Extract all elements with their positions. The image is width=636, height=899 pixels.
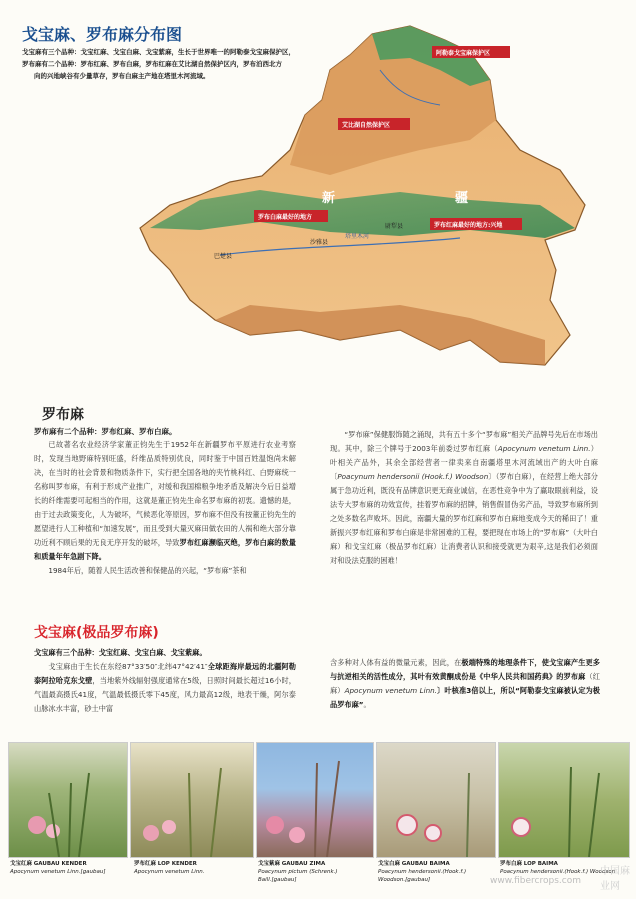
flower-icon [257,743,373,857]
watermark-site: www.fibercrops.com [490,876,581,886]
ebinur-reserve-text: 艾比湖自然保护区 [342,122,391,129]
flower-icon [9,743,127,857]
watermark-cn: 中国麻业网 [600,866,630,892]
luobu-red-label [430,218,522,230]
caption-2-latin: Apocynum venetum Linn. [134,869,205,875]
gebaoma-column-right [330,656,600,712]
luobuma-paragraph-1-bold: 罗布红麻濒临灭绝，罗布白麻的数量和质量年年急剧下降。 [34,538,296,561]
gebaoma-title: 戈宝麻(极品罗布麻) [34,625,159,641]
luobuma-paragraph-3b: ）叶相关产品外，其余全部经营者一律卖来自南疆塔里木河流域出产的大叶白麻〔 [330,444,598,481]
caption-3-en: GAUBAU ZIMA [281,861,326,867]
ebinur-reserve-label [338,118,410,130]
jiang-character: 疆 [455,191,469,206]
caption-2 [134,860,205,876]
luobuma-title: 罗布麻 [42,407,84,423]
flower-icon [499,743,629,857]
gebaoma-paragraph-1-bold: 全球距海岸最远的北疆阿勒泰阿拉哈克东戈壁 [34,662,296,685]
photo-lop-kender [130,742,254,858]
caption-4 [378,860,466,884]
luobuma-column-left [34,438,296,578]
map-intro-line-2: 罗布麻有二个品种：罗布红麻、罗布白麻，罗布红麻在艾比湖自然保护区内，罗布泊西北方 [22,60,282,68]
caption-2-cn: 罗布红麻 [134,861,157,867]
tarim-river-label: 塔里木河 [345,233,370,240]
photo-gaubau-zima [256,742,374,858]
gebaoma-column-left [34,646,296,716]
weili-county: 尉犁县 [385,223,404,230]
flower-icon [377,743,495,857]
bachu-county: 巴楚县 [214,253,233,260]
map-intro-line-1: 戈宝麻有三个品种：戈宝红麻、戈宝白麻、戈宝紫麻，生长于世界唯一的阿勒泰戈宝麻保护区， [22,48,295,56]
photo-gaubau-kender [8,742,128,858]
caption-2-en: LOP KENDER [157,861,197,867]
flower-icon [131,743,253,857]
gebaoma-paragraph-2b: （红麻） [330,672,600,695]
altai-reserve-label [432,46,510,58]
luobuma-paragraph-3a: “罗布麻”保健服饰随之涌现，共有五十多个“罗布麻”相关产品牌号先后在市场出现。其中，除三个牌号于2003年前委过罗布红麻（ [330,430,598,453]
luobuma-latin-2: Poacynum hendersonii (Hook.f.) Woodson [337,472,489,481]
luobuma-latin-1: Apocynum venetum Linn. [497,444,591,453]
luobu-white-text: 罗布白麻最好的地方 [258,214,313,221]
gebaoma-paragraph-2-bold-2: 〕叶核准3倍以上，所以“阿勒泰戈宝麻被认定为极品罗布麻” [330,686,600,709]
xin-character: 新 [322,191,336,206]
gebaoma-paragraph-1a: 戈宝麻由于生长在东经87°33′50″北纬47°42′41″ [48,662,208,671]
caption-5-cn: 罗布白麻 [500,861,523,867]
caption-4-en: GAUBAU BAIMA [401,861,450,867]
caption-1-cn: 戈宝红麻 [10,861,33,867]
map-intro-line-3: 向的兴地峡谷有少量草存，罗布白麻主产地在塔里木河流域。 [34,72,210,80]
luobuma-subtitle: 罗布麻有二个品种：罗布红麻、罗布白麻。 [34,427,177,436]
caption-1-en: GAUBAU KENDER [33,861,87,867]
caption-3-latin-2: Baill.[gaubau] [258,877,297,883]
gebaoma-paragraph-2a: 含多种对人体有益的微量元素，因此，在 [330,658,462,667]
luobuma-column-right [330,428,598,568]
map-title: 戈宝麻、罗布麻分布图 [22,25,183,44]
luobu-red-text: 罗布红麻最好的地方:兴地 [434,222,503,229]
caption-3-latin-1: Poacynum pictum (Schrenk.) [258,869,338,875]
gebaoma-paragraph-1b: ，当地紫外线辐射强度通常在5级，日照时间最长超过16小时，气温最高摄氏41度，气温最低摄氏零下45度，风力最高12级，地表干燥，阿尔泰山脉冰水丰富，砂土中富 [34,676,296,713]
gebaoma-latin: Apocynum venetum Linn. [344,686,437,695]
gebaoma-subtitle: 戈宝麻有三个品种：戈宝红麻、戈宝白麻、戈宝紫麻。 [34,648,207,657]
caption-1 [10,860,106,876]
caption-3-cn: 戈宝紫麻 [258,861,281,867]
caption-5-latin: Poacynum hendersonii.(Hook.f.) Woodson [500,869,616,875]
map-intro [22,46,362,82]
caption-5-en: LOP BAIMA [523,861,558,867]
luobuma-paragraph-1: 已故著名农业经济学家董正钧先生于1952年在新疆罗布平原进行农业考察时，发现当地野麻特别旺盛，纤维品质特别优良，同时鉴于中国百姓温饱尚未解决，在当时的社会背景和物质条件下，实行把全国各地的夹竹桃科红、白野麻统一名称叫罗布麻，有利于形成产业推广，对缓和我国棉粮争地矛盾及解决今后日益增长的纤维需要可起相当的作用，这就是董正钧先生命名罗布麻的初衷。遗憾的是，由于过去政策变化，人为破坏，气候恶化等原因，罗布麻不但没有按董正钧先生的愿望进行人工种植和“加速发展”，而且受到大量灭麻田做农田的人祸和绝大部分靠功近利不顾后果的无良无序开发的破坏，导致 [34,440,296,547]
caption-3 [258,860,338,884]
caption-4-cn: 戈宝白麻 [378,861,401,867]
altai-reserve-text: 阿勒泰戈宝麻保护区 [436,50,491,57]
photo-gaubau-baima [376,742,496,858]
caption-4-latin-1: Poacynum hendersonii.(Hook.f.) [378,869,467,875]
gebaoma-paragraph-2c: 。 [363,700,371,709]
caption-1-latin: Apocynum venetum Linn.[gaubau] [10,869,106,875]
photo-lop-baima [498,742,630,858]
caption-5 [500,860,615,876]
luobuma-paragraph-3c: 〕（罗布白麻），在经营上绝大部分属于急功近利，既没有品牌意识更无商业诚信，在恶性竞争中为了赢取眼前利益，设法专大罗布麻的功效宣传，挂着罗布麻的招牌，销售假冒伪劣产品，导致罗布麻所到之处多数名声败坏。因此，南疆大量的罗布红麻和罗布白麻地变成今天的稀田了！重新振兴罗布红麻和罗布白麻是非常困难的工程，要把现在市场上的“罗布麻”（大叶白麻）和戈宝红麻（极品罗布红麻）让消费者认识和接受就更为艰辛,这是我们必须面对和设法克服的困难！ [330,472,598,565]
caption-4-latin-2: Woodson.[gaubau] [378,877,431,883]
luobu-white-label [254,210,328,222]
luobuma-paragraph-2: 1984年后，随着人民生活改善和保健品的兴起，“罗布麻”茶和 [48,566,247,575]
gebaoma-paragraph-2-bold-1: 极端特殊的地理条件下，使戈宝麻产生更多与抗逆相关的活性成分，其叶有效黄酮成份是《中华人民共和国药典》的罗布麻 [330,658,600,681]
shaya-county: 沙雅县 [310,239,329,246]
